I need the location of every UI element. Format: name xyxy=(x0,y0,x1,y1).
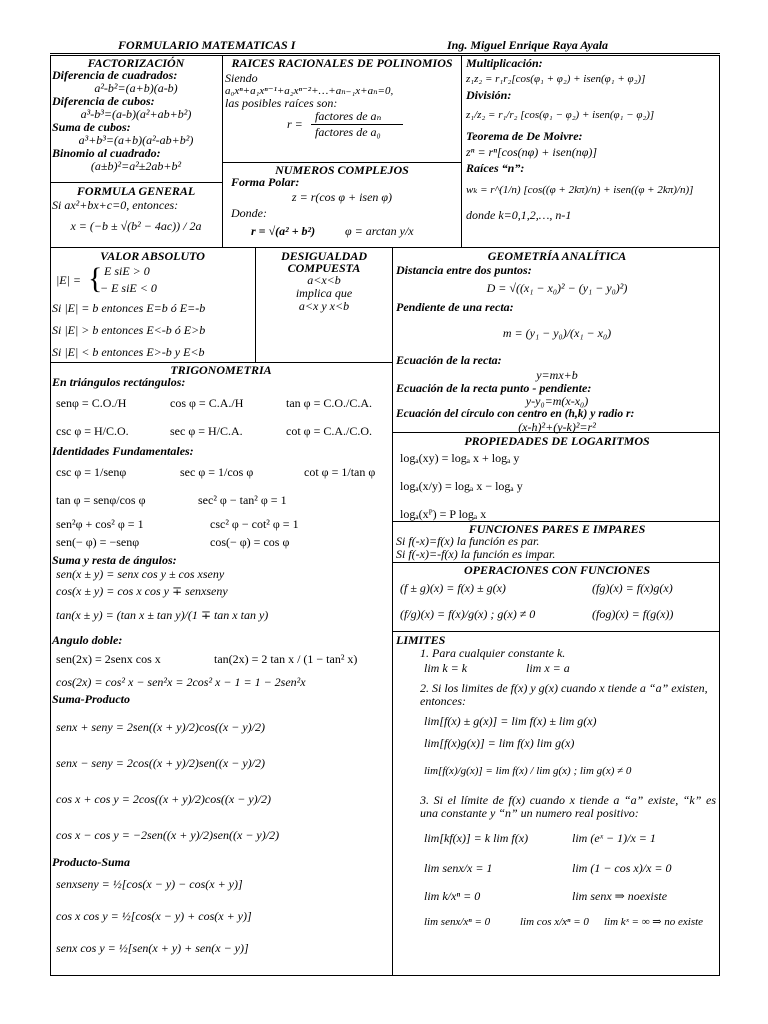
divider xyxy=(50,182,223,183)
pend-label: Pendiente de una recta: xyxy=(396,300,514,314)
complejos-ops-section xyxy=(466,57,718,222)
logaritmos-section xyxy=(396,435,718,521)
ident-sec-tan: sec² φ − tan² φ = 1 xyxy=(198,493,287,507)
funciones-pares-title: FUNCIONES PARES E IMPARES xyxy=(468,522,646,536)
trig-section xyxy=(52,364,390,955)
circ-formula: (x-h)²+(y-k)²=r² xyxy=(518,420,596,434)
complejos-r: r = √(a² + b²) xyxy=(251,224,316,238)
trig-rect-label: En triángulos rectángulos: xyxy=(52,375,186,389)
trig-ps-label: Producto-Suma xyxy=(52,855,131,869)
label-suma-cubos: Suma de cubos: xyxy=(52,120,131,134)
desigualdad-l3: a<x y x<b xyxy=(298,299,350,313)
trig-suma-label: Suma y resta de ángulos: xyxy=(52,553,177,567)
factorizacion-section xyxy=(52,57,220,173)
divider xyxy=(461,55,462,247)
ident-csc-cot: csc² φ − cot² φ = 1 xyxy=(210,517,299,531)
raices-den: factores de a₀ xyxy=(315,125,381,139)
raices-section xyxy=(225,57,459,140)
trig-csc: csc φ = H/C.O. xyxy=(56,424,129,438)
mult-formula: z₁z₂ = r₁r₂[cos(φ₁ + φ₂) + isen(φ₁ + φ₂)] xyxy=(466,73,646,85)
complejos-polar-label: Forma Polar: xyxy=(231,175,300,189)
trig-ident-label: Identidades Fundamentales: xyxy=(52,444,194,458)
operaciones-title: OPERACIONES CON FUNCIONES xyxy=(463,563,651,577)
sp-2: senx − seny = 2cos((x + y)/2)sen((x − y)/2) xyxy=(56,756,265,770)
pares-l1: Si f(-x)=f(x) la función es par. xyxy=(396,534,540,548)
divider xyxy=(392,631,720,632)
suma-cos: cos(x ± y) = cos x cos y ∓ senxseny xyxy=(56,584,228,598)
complejos-title: NUMEROS COMPLEJOS xyxy=(275,163,409,177)
circ-label: Ecuación del círculo con centro en (h,k) y radio r: xyxy=(396,408,635,420)
trig-sen: senφ = C.O./H xyxy=(56,396,127,410)
trig-cot: cot φ = C.A./C.O. xyxy=(286,424,373,438)
ps-1: senxseny = ½[cos(x − y) − cos(x + y)] xyxy=(56,877,243,891)
divider xyxy=(50,247,720,248)
trig-doble-label: Angulo doble: xyxy=(52,633,123,647)
header-author: Ing. Miguel Enrique Raya Ayala xyxy=(447,38,609,52)
ecpp-label: Ecuación de la recta punto - pendiente: xyxy=(396,381,592,395)
op-div: (f/g)(x) = f(x)/g(x) ; g(x) ≠ 0 xyxy=(400,607,536,621)
lim-f1a: lim k = k xyxy=(424,661,468,675)
sp-4: cos x − cos y = −2sen((x + y)/2)sen((x − y)/2) xyxy=(56,828,280,842)
lim-f3a: lim[kf(x)] = k lim f(x) xyxy=(424,831,529,845)
label-dif-cuadrados: Diferencia de cuadrados: xyxy=(52,68,178,82)
geometria-section xyxy=(396,250,718,434)
ident-tan: tan φ = senφ/cos φ xyxy=(56,493,146,507)
suma-sen: sen(x ± y) = senx cos y ± cos xseny xyxy=(56,567,225,581)
ident-cot: cot φ = 1/tan φ xyxy=(304,465,376,479)
sp-1: senx + seny = 2sen((x + y)/2)cos((x − y)/2) xyxy=(56,720,265,734)
desigualdad-title: DESIGUALDAD COMPUESTA xyxy=(280,249,367,275)
raices-l3: las posibles raíces son: xyxy=(225,96,338,110)
formula-general-formula: x = (−b ± √(b² − 4ac)) / 2a xyxy=(70,219,202,233)
sp-3: cos x + cos y = 2cos((x + y)/2)cos((x − y)/2) xyxy=(56,792,271,806)
doble-tan: tan(2x) = 2 tan x / (1 − tan² x) xyxy=(214,652,358,666)
divider xyxy=(222,55,223,247)
pend-formula: m = (y₁ − y₀)/(x₁ − x₀) xyxy=(502,326,612,340)
abs-l1: Si |E| = b entonces E=b ó E=-b xyxy=(52,301,206,315)
lim-f3g: lim senx/xⁿ = 0 xyxy=(424,916,491,928)
lim-f3i: lim kˣ = ∞ ⇒ no existe xyxy=(604,916,704,928)
formula-binomio: (a±b)²=a²±2ab+b² xyxy=(90,159,182,173)
trig-sec: sec φ = H/C.A. xyxy=(170,424,243,438)
ps-2: cos x cos y = ½[cos(x − y) + cos(x + y)] xyxy=(56,909,252,923)
raices-num: factores de aₙ xyxy=(315,109,382,123)
lim-f3b: lim (eˣ − 1)/x = 1 xyxy=(572,831,656,845)
formula-general-title: FORMULA GENERAL xyxy=(76,184,196,198)
ident-sec: sec φ = 1/cos φ xyxy=(180,465,254,479)
raices-r: r = xyxy=(287,117,303,131)
op-comp: (fog)(x) = f(g(x)) xyxy=(592,607,674,621)
logaritmos-title: PROPIEDADES DE LOGARITMOS xyxy=(464,434,650,448)
ecpp-formula: y-y₀=m(x-x₀) xyxy=(525,394,589,408)
operaciones-section xyxy=(396,564,718,626)
dist-label: Distancia entre dos puntos: xyxy=(396,263,532,277)
dist-formula: D = √((x₁ − x₀)² − (y₁ − y₀)²) xyxy=(486,281,628,295)
raices-n-donde: donde k=0,1,2,…, n-1 xyxy=(466,208,572,222)
lim-f1b: lim x = a xyxy=(526,661,570,675)
lim-f2a: lim[f(x) ± g(x)] = lim f(x) ± lim g(x) xyxy=(424,714,597,728)
page-header xyxy=(0,38,768,54)
desigualdad-section xyxy=(258,250,390,313)
limites-section xyxy=(396,634,716,928)
complejos-phi: φ = arctan y/x xyxy=(345,224,414,238)
abs-l2: Si |E| > b entonces E<-b ó E>b xyxy=(52,323,206,337)
abs-lhs: |E| = xyxy=(56,273,82,287)
moivre-formula: zⁿ = rⁿ[cos(nφ) + isen(nφ)] xyxy=(466,145,598,159)
lim-f3d: lim (1 − cos x)/x = 0 xyxy=(572,861,672,875)
ident-pyth: sen²φ + cos² φ = 1 xyxy=(56,517,144,531)
desigualdad-l2: implica que xyxy=(295,286,353,300)
raices-polynomial: a₀xⁿ+a₁xⁿ⁻¹+a₂xⁿ⁻²+…+aₙ₋₁x+aₙ=0, xyxy=(225,85,394,97)
complejos-z: z = r(cos φ + isen φ) xyxy=(291,190,393,204)
abs-l3: Si |E| < b entonces E>-b y E<b xyxy=(52,345,205,359)
formula-general-text: Si ax²+bx+c=0, entonces: xyxy=(52,198,179,212)
raices-title: RAICES RACIONALES DE POLINOMIOS xyxy=(231,56,453,70)
doble-sen: sen(2x) = 2senx cos x xyxy=(56,652,161,666)
pares-l2: Si f(-x)=-f(x) la función es impar. xyxy=(396,547,556,561)
doble-cos: cos(2x) = cos² x − sen²x = 2cos² x − 1 = 1 − 2sen²x xyxy=(56,675,306,689)
ident-cos-neg: cos(− φ) = cos φ xyxy=(210,535,290,549)
formula-general-section xyxy=(52,185,220,233)
log-l2: logₐ(x/y) = logₐ x − logₐ y xyxy=(400,479,523,493)
ps-3: senx cos y = ½[sen(x + y) + sen(x − y)] xyxy=(56,941,249,955)
mult-label: Multiplicación: xyxy=(466,56,543,70)
trig-cos: cos φ = C.A./H xyxy=(170,396,244,410)
trig-sp-label: Suma-Producto xyxy=(52,692,131,706)
raices-l1: Siendo xyxy=(225,71,258,85)
lim-p3: 3. Si el límite de f(x) cuando x tiende a “a” existe, “k” es una constante y “n” un numero real positivo: xyxy=(420,793,716,820)
ecu-label: Ecuación de la recta: xyxy=(396,353,502,367)
divider xyxy=(255,247,256,362)
div-label: División: xyxy=(466,88,512,102)
formula-dif-cubos: a³-b³=(a-b)(a²+ab+b²) xyxy=(80,107,192,121)
moivre-label: Teorema de De Moivre: xyxy=(466,129,583,143)
lim-f2b: lim[f(x)g(x)] = lim f(x) lim g(x) xyxy=(424,736,575,750)
raices-n-formula: wₖ = r^(1/n) [cos((φ + 2kπ)/n) + isen((φ + 2kπ)/n)] xyxy=(466,184,694,196)
lim-p2: 2. Si los limites de f(x) y g(x) cuando x tiende a “a” existen, entonces: xyxy=(420,681,708,708)
formula-dif-cuadrados: a²-b²=(a+b)(a-b) xyxy=(94,81,178,95)
ecu-formula: y=mx+b xyxy=(536,368,578,382)
lim-f3f: lim senx ⇒ noexiste xyxy=(572,889,668,903)
desigualdad-l1: a<x<b xyxy=(307,273,341,287)
trig-tan: tan φ = C.O./C.A. xyxy=(286,396,373,410)
lim-f3e: lim k/xⁿ = 0 xyxy=(424,889,481,903)
trig-title: TRIGONOMETRIA xyxy=(170,363,272,377)
factorizacion-title: FACTORIZACIÓN xyxy=(87,56,185,70)
lim-f2c: lim[f(x)/g(x)] = lim f(x) / lim g(x) ; lim g(x) ≠ 0 xyxy=(424,765,632,777)
header-rule xyxy=(50,53,720,54)
brace: { xyxy=(88,262,103,295)
limites-title: LIMITES xyxy=(396,633,446,647)
log-l1: logₐ(xy) = logₐ x + logₐ y xyxy=(400,451,520,465)
lim-f3h: lim cos x/xⁿ = 0 xyxy=(520,916,589,928)
valor-absoluto-title: VALOR ABSOLUTO xyxy=(100,249,205,263)
raices-n-label: Raíces “n”: xyxy=(466,161,525,175)
abs-def1: E siE > 0 xyxy=(104,264,150,278)
log-l3: logₐ(xᴾ) = P logₐ x xyxy=(400,507,487,521)
label-binomio: Binomio al cuadrado: xyxy=(52,146,161,160)
ident-csc: csc φ = 1/senφ xyxy=(56,465,127,479)
suma-tan: tan(x ± y) = (tan x ± tan y)/(1 ∓ tan x tan y) xyxy=(56,608,269,622)
abs-def2: − E siE < 0 xyxy=(100,281,157,295)
label-dif-cubos: Diferencia de cubos: xyxy=(52,94,155,108)
valor-absoluto-section xyxy=(52,250,253,359)
geometria-title: GEOMETRÍA ANALÍTICA xyxy=(487,249,627,263)
op-suma: (f ± g)(x) = f(x) ± g(x) xyxy=(400,581,506,595)
ident-sen-neg: sen(− φ) = −senφ xyxy=(56,535,140,549)
complejos-donde: Donde: xyxy=(231,206,267,220)
funciones-pares-section xyxy=(396,523,718,561)
div-formula: z₁/z₂ = r₁/r₂ [cos(φ₁ − φ₂) + isen(φ₁ − φ₂)] xyxy=(466,109,655,121)
divider xyxy=(392,247,393,976)
lim-f3c: lim senx/x = 1 xyxy=(424,861,493,875)
header-title: FORMULARIO MATEMATICAS I xyxy=(118,38,296,52)
complejos-section xyxy=(225,164,459,242)
lim-p1: 1. Para cualquier constante k. xyxy=(420,646,566,660)
op-prod: (fg)(x) = f(x)g(x) xyxy=(592,581,673,595)
formula-suma-cubos: a³+b³=(a+b)(a²-ab+b²) xyxy=(78,133,194,147)
